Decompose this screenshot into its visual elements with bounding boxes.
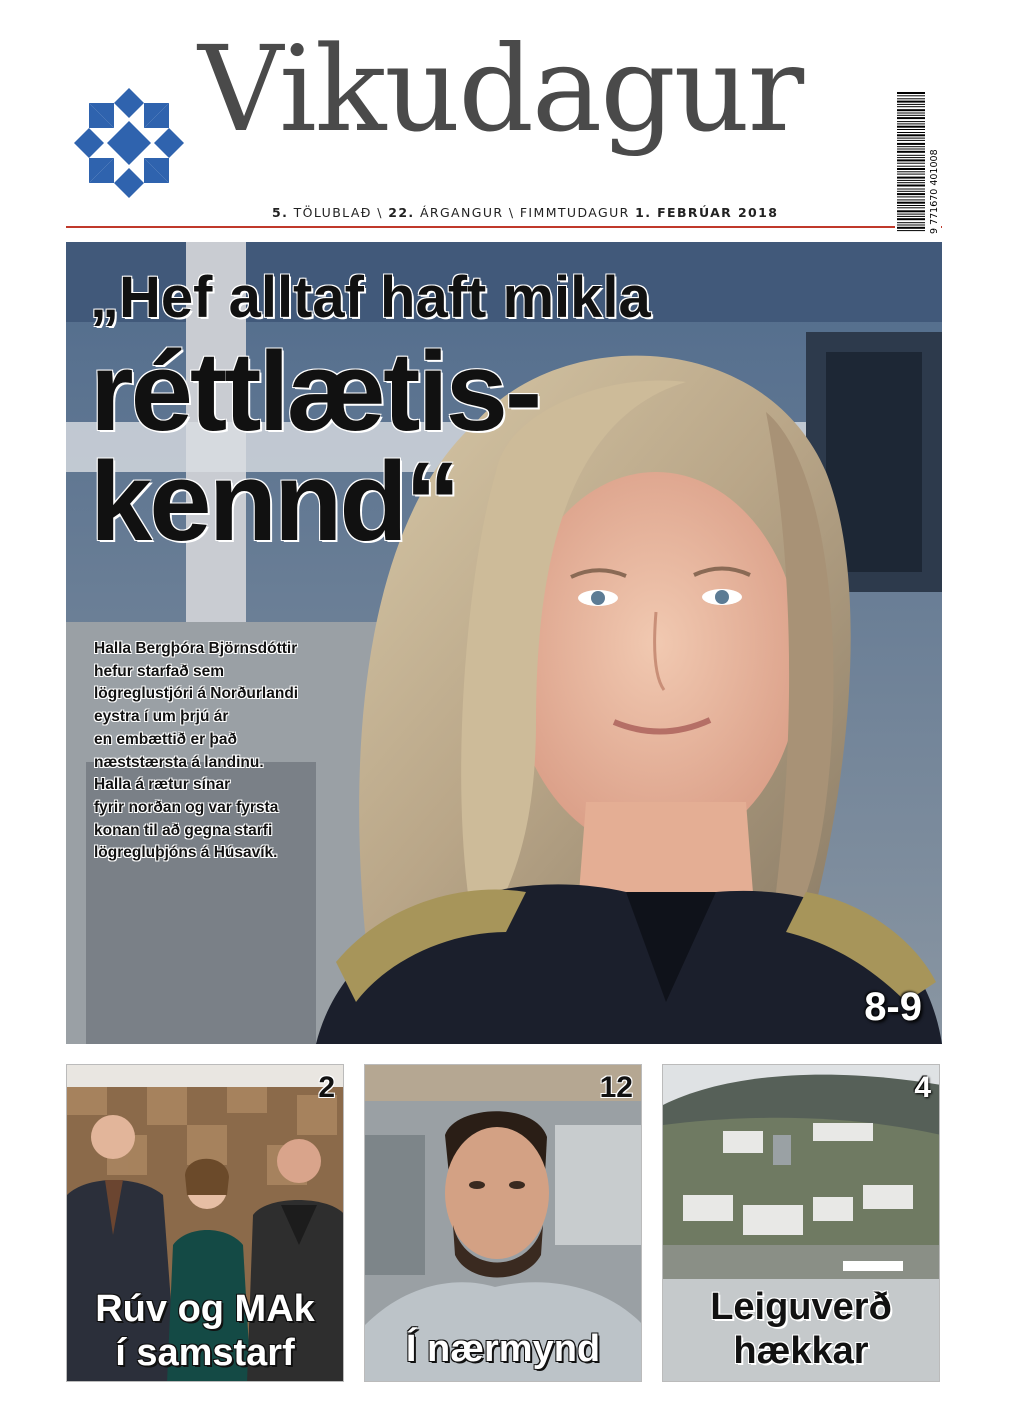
barcode-bar (897, 202, 925, 204)
cover-deck-text (94, 638, 344, 865)
cover-photo-panel (66, 242, 942, 1044)
teaser-page-number: 2 (318, 1071, 335, 1104)
barcode-bar (897, 182, 925, 183)
barcode-bar (897, 185, 925, 187)
barcode-bar (897, 140, 925, 141)
barcode-bar (897, 143, 925, 145)
barcode-bar (897, 138, 925, 139)
issue-line (272, 205, 778, 220)
teaser-ruv-mak[interactable] (66, 1064, 344, 1382)
barcode-bar (897, 180, 925, 181)
barcode-bar (897, 134, 925, 136)
barcode-bar (897, 159, 925, 161)
barcode-bar (897, 210, 925, 212)
teaser-naermynd[interactable] (364, 1064, 642, 1382)
volume-number: 22. (388, 205, 415, 220)
teaser-caption (365, 1327, 641, 1371)
barcode-bar (897, 177, 925, 179)
barcode-bar (897, 121, 925, 122)
barcode-bar (897, 193, 925, 195)
teaser-page-number: 4 (914, 1071, 931, 1104)
barcode-bar (897, 207, 925, 208)
barcode-icon (895, 88, 941, 236)
teaser-page-number: 12 (599, 1071, 633, 1104)
barcode-bar (897, 174, 925, 175)
barcode-bar (897, 199, 925, 200)
barcode-bar (897, 222, 925, 223)
barcode-bar (897, 196, 925, 197)
barcode-bar (897, 115, 925, 116)
barcode-bar (897, 157, 925, 158)
barcode-bar (897, 117, 925, 119)
deck-line: Halla Bergþóra Björnsdóttir (94, 640, 298, 657)
barcode-bar (897, 218, 925, 220)
teaser-caption-line-1: Rúv og MAk (95, 1288, 315, 1330)
barcode-bar (897, 98, 925, 99)
barcode-bar (897, 123, 925, 124)
barcode-bar (897, 227, 925, 229)
cover-headline (90, 262, 651, 564)
deck-line: næststærsta á landinu. (94, 753, 264, 771)
barcode-bar (897, 214, 925, 215)
issue-number: 5. (272, 205, 289, 220)
star-quilt-logo-icon (74, 88, 184, 198)
volume-label: ÁRGANGUR \ FIMMTUDAGUR (419, 205, 630, 220)
barcode-bar (897, 166, 925, 167)
barcode-bar (897, 168, 925, 170)
deck-line: en embættið er það (94, 730, 237, 748)
barcode-bar (897, 106, 925, 107)
barcode-bar (897, 216, 925, 217)
teaser-leiguverd[interactable] (662, 1064, 940, 1382)
teaser-caption (67, 1287, 343, 1375)
headline-line-1: „Hef alltaf haft mikla (90, 265, 651, 330)
deck-line: lögregluþjóns á Húsavík. (94, 844, 278, 862)
barcode-bar (897, 146, 925, 147)
barcode-bar (897, 109, 925, 111)
deck-line: konan til að gegna starfi (94, 821, 273, 839)
barcode-bar (897, 92, 925, 94)
barcode-bar (897, 171, 925, 172)
deck-line: lögreglustjóri á Norðurlandi (94, 685, 299, 703)
teaser-caption-line-1: Í nærmynd (405, 1328, 601, 1370)
barcode-bar (897, 95, 925, 96)
teaser-caption-line-2: í samstarf (115, 1332, 295, 1374)
barcode-bar (897, 151, 925, 153)
barcode-bar (897, 129, 925, 130)
issue-label: TÖLUBLAÐ \ (293, 205, 383, 220)
barcode-bar (897, 155, 925, 156)
deck-line: eystra í um þrjú ár (94, 708, 229, 726)
barcode-bar (897, 126, 925, 128)
barcode-number: 9 771670 401008 (929, 149, 940, 234)
barcode-bar (897, 163, 925, 164)
headline-line-2: réttlætis- (90, 329, 540, 454)
deck-line: fyrir norðan og var fyrsta (94, 798, 279, 816)
barcode-bar (897, 230, 925, 231)
headline-line-3: kennd“ (90, 439, 458, 564)
teaser-caption-line-1: Leiguverð (710, 1286, 892, 1328)
cover-page-ref[interactable]: 8-9 (864, 985, 922, 1029)
issue-date: 1. FEBRÚAR 2018 (635, 205, 779, 220)
barcode-bar (897, 132, 925, 133)
teaser-caption (663, 1285, 939, 1373)
barcode-bar (897, 205, 925, 206)
barcode-bar (897, 104, 925, 105)
barcode-bar (897, 101, 925, 103)
barcode-bar (897, 189, 925, 190)
masthead-title: Vikudagur (198, 20, 803, 158)
deck-line: hefur starfað sem (94, 662, 225, 680)
barcode-bar (897, 149, 925, 150)
teaser-caption-line-2: hækkar (733, 1330, 869, 1372)
masthead-rule (66, 226, 942, 228)
deck-line: Halla á rætur sínar (94, 776, 231, 794)
barcode-bar (897, 113, 925, 114)
barcode-bar (897, 225, 925, 226)
barcode-bar (897, 191, 925, 192)
